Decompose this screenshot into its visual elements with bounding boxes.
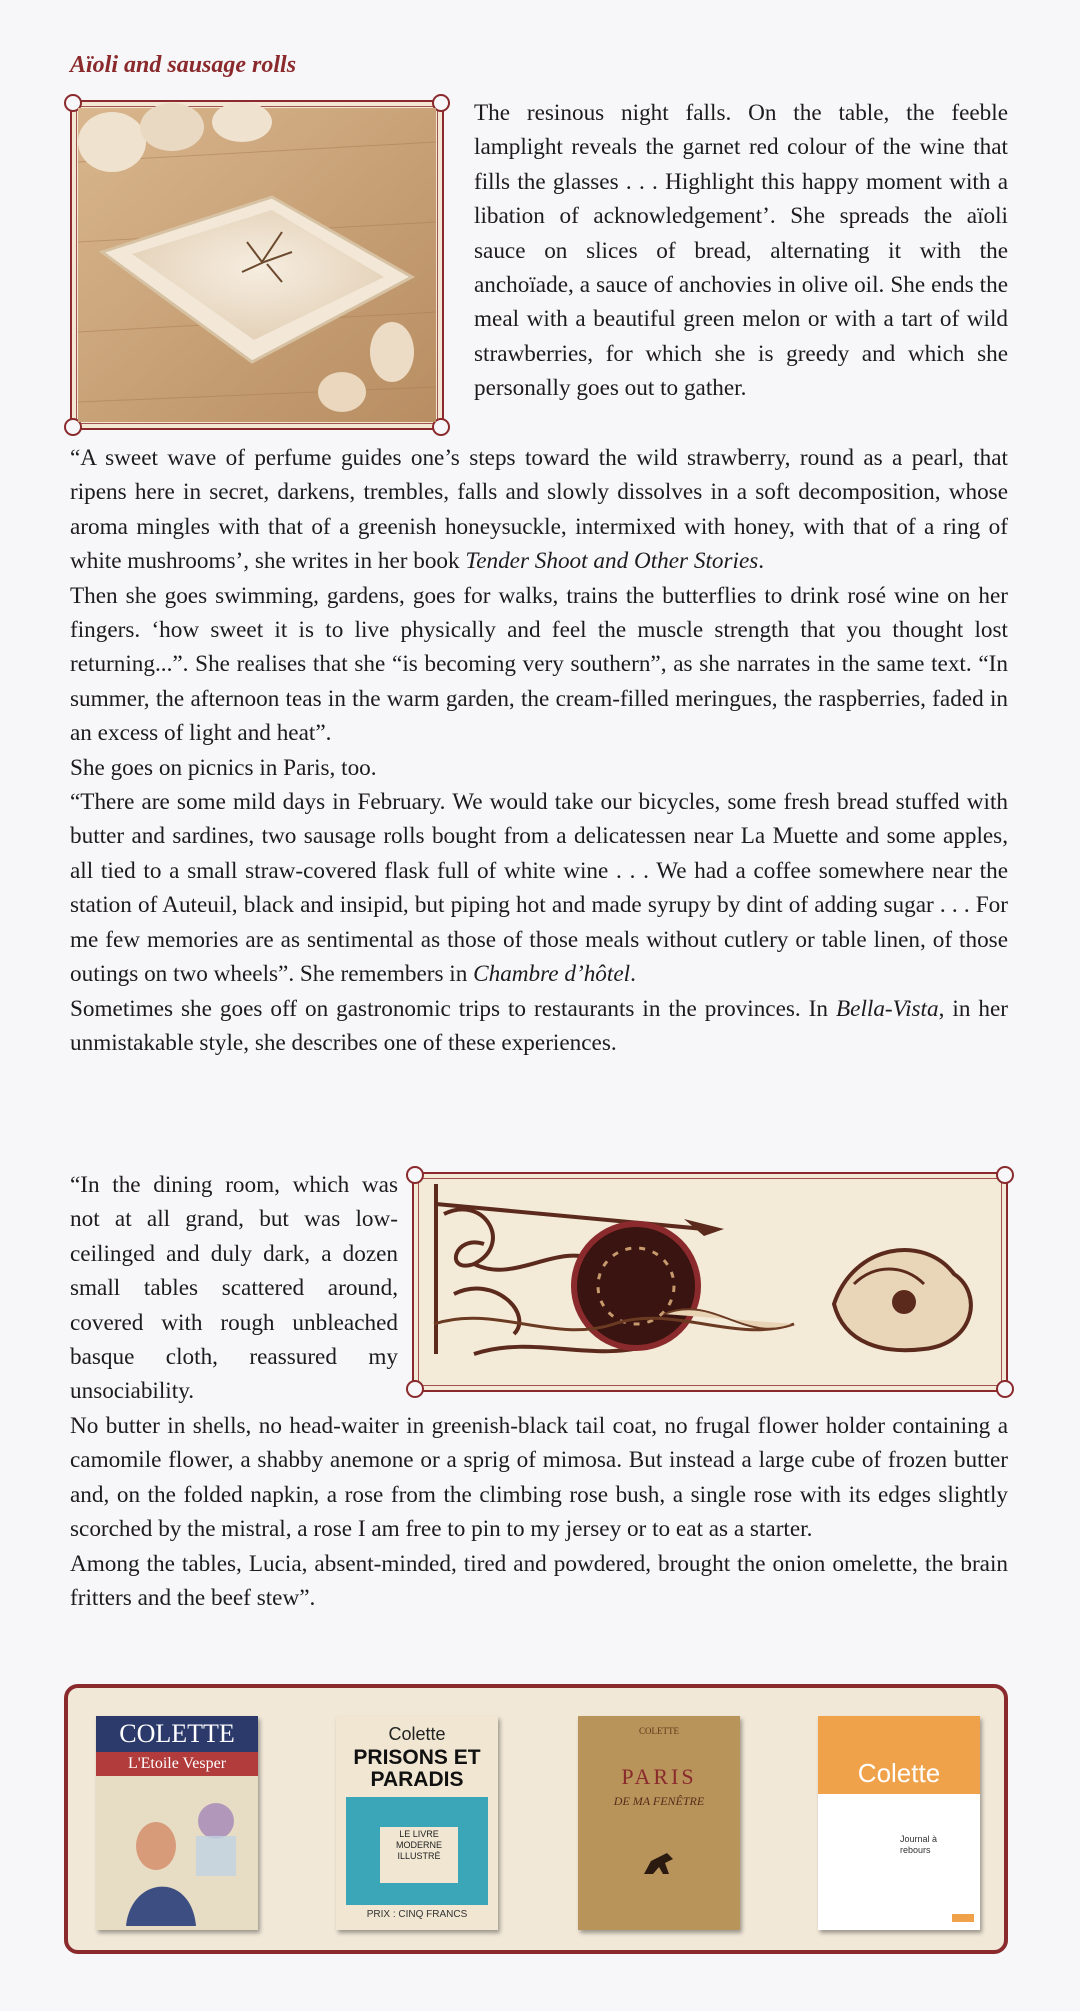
book-small-label: LE LIVRE MODERNE ILLUSTRÉ [380, 1827, 458, 1883]
book-title: L'Etoile Vesper [96, 1752, 258, 1776]
strawberry-quote-text: “A sweet wave of perfume guides one’s steps toward the wild strawberry, round as a pearl, that ripens here in secret, darkens, trembles, falls and slowly dissolves in a soft decomposition, whose aroma mingles with that of a greenish honeysuckle, intermixed with honey, with that of a ring of white mushrooms’, she writes in her book [70, 445, 1008, 575]
intro-paragraph [474, 96, 1008, 406]
no-butter-paragraph: No butter in shells, no head-waiter in greenish-black tail coat, no frugal flower holder containing a camomile flower, a shabby anemone or a sprig of mimosa. But instead a large cube of frozen butter and, on the folded napkin, a rose from the climbing rose bush, a single rose with its edges slightly scorched by the mistral, a rose I am free to pin to my jersey or to eat as a starter. [70, 1413, 1008, 1543]
intro-text: The resinous night falls. On the table, the feeble lamplight reveals the garnet red colour of the wine that fills the glasses . . . Highlight this happy moment with a libation of acknowledgement’. She spreads the aïoli sauce on slices of bread, alternating it with the anchoïade, a sauce of anchovies in olive oil. She ends the meal with a beautiful green melon or with a tart of wild strawberries, for which she is greedy and which she personally goes out to gather. [474, 100, 1008, 402]
book-title: Journal à rebours [900, 1834, 938, 1855]
body-text-upper [70, 441, 1008, 1060]
horse-emblem-icon [639, 1849, 679, 1879]
aioli-photo [70, 100, 444, 430]
book-cover-etoile-vesper [96, 1716, 258, 1930]
lucia-paragraph: Among the tables, Lucia, absent-minded, tired and powdered, brought the onion omelette, the brain fritters and the beef stew”. [70, 1550, 1008, 1612]
book-header-band [818, 1716, 980, 1794]
february-quote [70, 785, 1008, 991]
book-cover-journal-rebours [818, 1716, 980, 1930]
dining-quote [70, 1168, 398, 1409]
book-title: PRISONS ET PARADIS [353, 1746, 481, 1791]
restaurant-sign-illustration [412, 1172, 1008, 1392]
picnics-paragraph: She goes on picnics in Paris, too. [70, 754, 377, 781]
trips-text-end: , in her unmistakable style, she describes one of these experiences. [70, 995, 1008, 1056]
book-author: COLETTE [639, 1726, 679, 1736]
dining-quote-text: “In the dining room, which was not at all grand, but was low-ceilinged and duly dark, a dozen small tables scattered around, covered with rough unbleached basque cloth, reassured my unsociability. [70, 1172, 398, 1405]
body-text-lower [70, 1409, 1008, 1615]
section-title: Aïoli and sausage rolls [70, 52, 297, 78]
book-title: PARIS [621, 1764, 697, 1789]
punct: . [758, 548, 765, 575]
book-covers-gallery [64, 1684, 1008, 1954]
book-illustration [96, 1776, 258, 1930]
swimming-paragraph: Then she goes swimming, gardens, goes for walks, trains the butterflies to drink rosé wine on her fingers. ‘how sweet it is to live physically and feel the muscle strength that you thought lost returning...”. She realises that she “is becoming very southern”, as she narrates in the same text. “In summer, the afternoon teas in the warm garden, the cream-filled meringues, the raspberries, faded in an excess of light and heat”. [70, 582, 1008, 747]
book-author: COLETTE [96, 1716, 258, 1752]
trips-paragraph [70, 992, 1008, 1061]
publisher-mark [952, 1914, 974, 1922]
strawberry-quote [70, 441, 1008, 579]
book-author: Colette [388, 1724, 446, 1744]
sign-drawing [414, 1174, 1006, 1390]
trips-text-start: Sometimes she goes off on gastronomic trips to restaurants in the provinces. In [70, 995, 836, 1022]
book-pattern [346, 1797, 488, 1905]
book-title-chambre: Chambre d’hôtel [473, 961, 631, 988]
book-cover-prisons-paradis [336, 1716, 498, 1930]
book-subtitle: DE MA FENÊTRE [613, 1794, 705, 1808]
book-title-bella-vista: Bella-Vista [835, 995, 939, 1022]
book-author: Colette [857, 1758, 941, 1788]
book-price: PRIX : CINQ FRANCS [366, 1909, 468, 1920]
book-title-tender-shoot: Tender Shoot and Other Stories [465, 548, 759, 575]
punct: . [630, 961, 636, 988]
book-cover-paris-fenetre [578, 1716, 740, 1930]
february-quote-text: “There are some mild days in February. We would take our bicycles, some fresh bread stuffed with butter and sardines, two sausage rolls bought from a delicatessen near La Muette and some apples, all tied to a small straw-covered flask full of white wine . . . We had a coffee somewhere near the station of Auteuil, black and insipid, but piping hot and made syrupy by dint of adding sugar . . . For me few memories are as sentimental as those of those meals without cutlery or table linen, of those outings on two wheels”. She remembers in [70, 789, 1008, 988]
aioli-bowl-illustration [72, 102, 442, 428]
